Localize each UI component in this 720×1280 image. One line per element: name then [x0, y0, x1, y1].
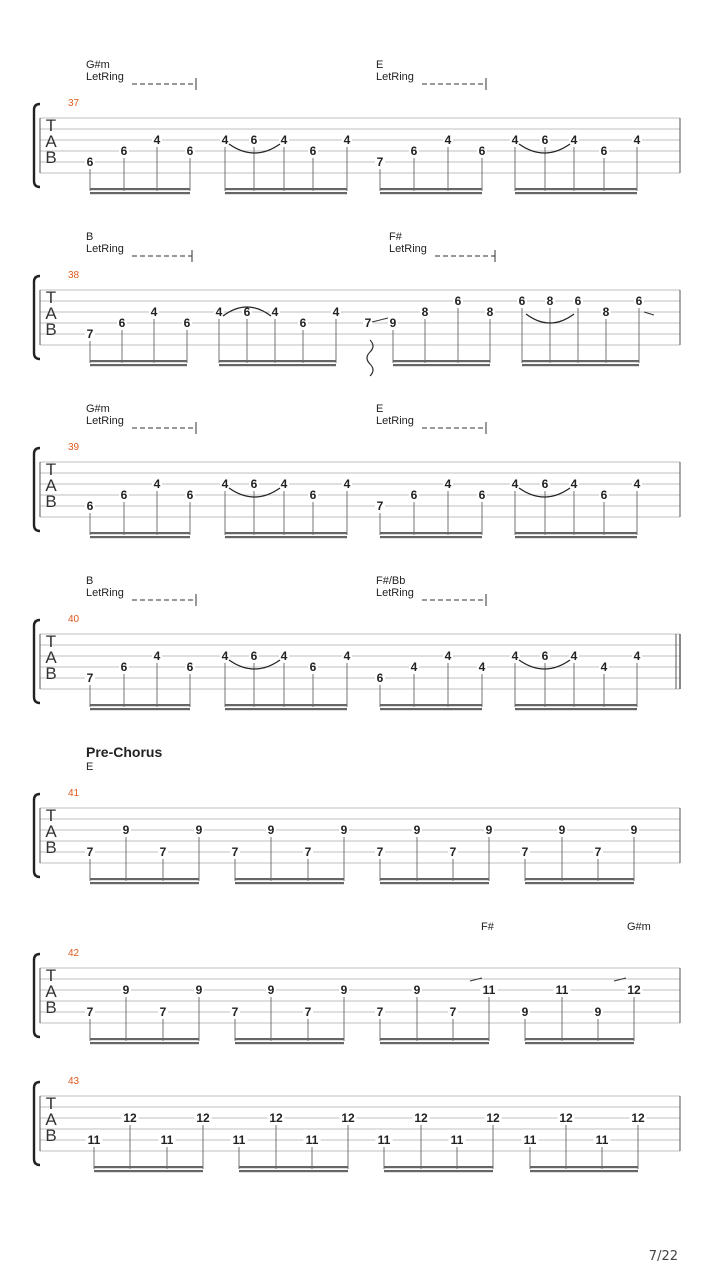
system-bracket: [34, 620, 40, 703]
measure-number: 43: [68, 1076, 80, 1087]
fret-number: 7: [376, 1005, 384, 1019]
beam: [525, 878, 634, 880]
measure-number: 41: [68, 788, 80, 799]
fret-number: 9: [594, 1005, 602, 1019]
tab-clef-letter: A: [45, 304, 57, 323]
fret-number: 4: [280, 477, 288, 491]
fret-number: 9: [195, 983, 203, 997]
beam: [94, 1166, 203, 1168]
beam: [225, 192, 347, 194]
system-bracket: [34, 276, 40, 359]
let-ring-label: LetRing: [376, 71, 414, 83]
chord-name: B: [86, 231, 94, 243]
beam: [384, 1166, 493, 1168]
fret-number: 4: [633, 477, 641, 491]
fret-number: 7: [86, 1005, 94, 1019]
chord-name: G#m: [86, 59, 110, 71]
fret-number: 11: [377, 1133, 391, 1147]
beam: [380, 878, 489, 880]
fret-number: 6: [120, 660, 128, 674]
fret-number: 4: [600, 660, 608, 674]
slide-line: [470, 978, 482, 981]
let-ring-label: LetRing: [86, 415, 124, 427]
let-ring-label: LetRing: [86, 71, 124, 83]
beam: [515, 532, 637, 534]
tab-clef-letter: T: [45, 460, 57, 479]
beam: [90, 704, 190, 706]
fret-number: 9: [267, 823, 275, 837]
fret-number: 4: [280, 133, 288, 147]
system-38: [34, 231, 680, 376]
fret-number: 7: [86, 671, 94, 685]
fret-number: 9: [122, 823, 130, 837]
system-39: [34, 403, 680, 538]
beam: [90, 188, 190, 190]
fret-number: 9: [195, 823, 203, 837]
fret-number: 4: [221, 133, 229, 147]
tab-clef-letter: B: [45, 148, 57, 167]
fret-number: 11: [305, 1133, 319, 1147]
chord-name: E: [86, 761, 94, 773]
fret-number: 4: [153, 133, 161, 147]
system-bracket: [34, 104, 40, 187]
fret-number: 12: [269, 1111, 283, 1125]
fret-number: 6: [118, 316, 126, 330]
fret-number: 6: [120, 144, 128, 158]
chord-name: G#m: [86, 403, 110, 415]
beam: [525, 1042, 634, 1044]
fret-number: 6: [299, 316, 307, 330]
chord-name: G#m: [627, 921, 651, 933]
tab-clef-letter: B: [45, 492, 57, 511]
slide-line: [614, 978, 626, 981]
fret-number: 9: [340, 983, 348, 997]
fret-number: 6: [243, 305, 251, 319]
beam: [380, 1042, 489, 1044]
fret-number: 11: [555, 983, 569, 997]
beam: [393, 360, 490, 362]
fret-number: 7: [86, 845, 94, 859]
fret-number: 6: [186, 660, 194, 674]
fret-number: 6: [250, 477, 258, 491]
beam: [90, 536, 190, 538]
chord-name: F#: [481, 921, 494, 933]
section-title: Pre-Chorus: [86, 744, 163, 760]
beam: [90, 878, 199, 880]
fret-number: 6: [454, 294, 462, 308]
fret-number: 4: [444, 649, 452, 663]
fret-number: 6: [635, 294, 643, 308]
beam: [225, 188, 347, 190]
fret-number: 7: [231, 1005, 239, 1019]
tab-clef-letter: T: [45, 1094, 57, 1113]
fret-number: 11: [160, 1133, 174, 1147]
tab-clef-letter: T: [45, 806, 57, 825]
beam: [380, 188, 482, 190]
system-37: [34, 59, 680, 194]
beam: [94, 1170, 203, 1172]
beam: [380, 708, 482, 710]
measure-number: 42: [68, 948, 80, 959]
fret-number: 11: [87, 1133, 101, 1147]
fret-number: 6: [478, 488, 486, 502]
fret-number: 6: [376, 671, 384, 685]
tab-clef-letter: B: [45, 1126, 57, 1145]
tab-clef-letter: T: [45, 966, 57, 985]
let-ring-label: LetRing: [86, 587, 124, 599]
fret-number: 9: [389, 316, 397, 330]
fret-number: 4: [570, 133, 578, 147]
beam: [90, 708, 190, 710]
page-number: 7/22: [648, 1249, 678, 1264]
beam: [90, 364, 187, 366]
fret-number: 12: [123, 1111, 137, 1125]
chord-name: E: [376, 59, 384, 71]
beam: [90, 532, 190, 534]
fret-number: 4: [271, 305, 279, 319]
fret-number: 4: [280, 649, 288, 663]
fret-number: 4: [511, 477, 519, 491]
fret-number: 6: [478, 144, 486, 158]
fret-number: 6: [250, 649, 258, 663]
fret-number: 9: [521, 1005, 529, 1019]
fret-number: 12: [559, 1111, 573, 1125]
beam: [380, 192, 482, 194]
fret-number: 9: [558, 823, 566, 837]
system-bracket: [34, 448, 40, 531]
beam: [90, 360, 187, 362]
fret-number: 6: [183, 316, 191, 330]
fret-number: 6: [309, 144, 317, 158]
fret-number: 4: [343, 133, 351, 147]
system-42: [34, 921, 680, 1044]
tab-clef-letter: B: [45, 320, 57, 339]
tab-clef-letter: A: [45, 648, 57, 667]
measure-number: 40: [68, 614, 80, 625]
fret-number: 6: [600, 144, 608, 158]
tab-clef-letter: A: [45, 476, 57, 495]
beam: [235, 882, 344, 884]
beam: [235, 1038, 344, 1040]
beam: [393, 364, 490, 366]
fret-number: 7: [594, 845, 602, 859]
fret-number: 7: [449, 845, 457, 859]
beam: [522, 360, 639, 362]
fret-number: 4: [478, 660, 486, 674]
beam: [90, 1042, 199, 1044]
fret-number: 4: [215, 305, 223, 319]
fret-number: 4: [633, 133, 641, 147]
fret-number: 4: [511, 133, 519, 147]
fret-number: 4: [570, 477, 578, 491]
fret-number: 9: [267, 983, 275, 997]
beam: [90, 882, 199, 884]
fret-number: 12: [486, 1111, 500, 1125]
measure-number: 37: [68, 98, 80, 109]
beam: [380, 1038, 489, 1040]
slide-line: [644, 312, 654, 315]
fret-number: 7: [159, 1005, 167, 1019]
system-41: [34, 744, 680, 884]
fret-number: 4: [221, 649, 229, 663]
fret-number: 9: [485, 823, 493, 837]
fret-number: 4: [570, 649, 578, 663]
beam: [90, 1038, 199, 1040]
fret-number: 6: [410, 488, 418, 502]
fret-number: 4: [633, 649, 641, 663]
beam: [225, 708, 347, 710]
fret-number: 9: [630, 823, 638, 837]
measure-number: 38: [68, 270, 80, 281]
fret-number: 11: [232, 1133, 246, 1147]
fret-number: 12: [414, 1111, 428, 1125]
fret-number: 6: [600, 488, 608, 502]
beam: [525, 1038, 634, 1040]
fret-number: 4: [221, 477, 229, 491]
beam: [515, 708, 637, 710]
fret-number: 6: [250, 133, 258, 147]
fret-number: 9: [122, 983, 130, 997]
fret-number: 6: [410, 144, 418, 158]
tab-clef-letter: T: [45, 632, 57, 651]
fret-number: 6: [186, 488, 194, 502]
tab-clef-letter: T: [45, 116, 57, 135]
tab-clef-letter: B: [45, 664, 57, 683]
fret-number: 7: [159, 845, 167, 859]
beam: [515, 192, 637, 194]
tab-clef-letter: A: [45, 982, 57, 1001]
beam: [380, 536, 482, 538]
fret-number: 6: [309, 660, 317, 674]
fret-number: 7: [376, 499, 384, 513]
fret-number: 7: [304, 1005, 312, 1019]
system-bracket: [34, 794, 40, 877]
fret-number: 8: [421, 305, 429, 319]
let-ring-label: LetRing: [86, 243, 124, 255]
tab-clef-letter: A: [45, 822, 57, 841]
beam: [225, 532, 347, 534]
fret-number: 7: [521, 845, 529, 859]
beam: [225, 704, 347, 706]
tab-clef-letter: B: [45, 838, 57, 857]
beam: [219, 360, 336, 362]
fret-number: 4: [153, 649, 161, 663]
fret-number: 8: [546, 294, 554, 308]
beam: [515, 536, 637, 538]
tab-clef-letter: B: [45, 998, 57, 1017]
beam: [90, 192, 190, 194]
tab-clef-letter: A: [45, 132, 57, 151]
fret-number: 6: [86, 155, 94, 169]
fret-number: 12: [341, 1111, 355, 1125]
tab-clef-letter: A: [45, 1110, 57, 1129]
fret-number: 4: [343, 477, 351, 491]
fret-number: 4: [150, 305, 158, 319]
beam: [239, 1170, 348, 1172]
fret-number: 9: [340, 823, 348, 837]
system-bracket: [34, 1082, 40, 1165]
fret-number: 6: [541, 133, 549, 147]
beam: [380, 704, 482, 706]
fret-number: 8: [486, 305, 494, 319]
beam: [239, 1166, 348, 1168]
fret-number: 11: [482, 983, 496, 997]
beam: [384, 1170, 493, 1172]
fret-number: 6: [86, 499, 94, 513]
fret-number: 8: [602, 305, 610, 319]
fret-number: 4: [444, 477, 452, 491]
fret-number: 11: [450, 1133, 464, 1147]
system-43: [34, 1076, 680, 1172]
fret-number: 4: [511, 649, 519, 663]
beam: [522, 364, 639, 366]
fret-number: 6: [541, 649, 549, 663]
fret-number: 4: [343, 649, 351, 663]
beam: [219, 364, 336, 366]
beam: [515, 704, 637, 706]
beam: [530, 1170, 638, 1172]
fret-number: 6: [541, 477, 549, 491]
let-ring-label: LetRing: [376, 415, 414, 427]
fret-number: 11: [523, 1133, 537, 1147]
beam: [530, 1166, 638, 1168]
fret-number: 7: [376, 155, 384, 169]
fret-number: 7: [364, 316, 372, 330]
fret-number: 4: [444, 133, 452, 147]
chord-name: B: [86, 575, 94, 587]
fret-number: 6: [120, 488, 128, 502]
fret-number: 6: [186, 144, 194, 158]
tab-clef-letter: T: [45, 288, 57, 307]
fret-number: 9: [413, 983, 421, 997]
chord-name: E: [376, 403, 384, 415]
fret-number: 11: [595, 1133, 609, 1147]
fret-number: 9: [413, 823, 421, 837]
fret-number: 6: [309, 488, 317, 502]
fret-number: 4: [332, 305, 340, 319]
fret-number: 12: [631, 1111, 645, 1125]
system-40: [34, 575, 680, 710]
fret-number: 7: [304, 845, 312, 859]
beam: [225, 536, 347, 538]
fret-number: 7: [449, 1005, 457, 1019]
beam: [235, 878, 344, 880]
slide-line: [372, 318, 388, 322]
fret-number: 7: [376, 845, 384, 859]
fret-number: 4: [410, 660, 418, 674]
beam: [380, 532, 482, 534]
beam: [525, 882, 634, 884]
beam: [380, 882, 489, 884]
beam: [235, 1042, 344, 1044]
fret-number: 7: [231, 845, 239, 859]
let-ring-label: LetRing: [389, 243, 427, 255]
fret-number: 4: [153, 477, 161, 491]
let-ring-label: LetRing: [376, 587, 414, 599]
system-bracket: [34, 954, 40, 1037]
chord-name: F#: [389, 231, 402, 243]
beam: [515, 188, 637, 190]
fret-number: 12: [196, 1111, 210, 1125]
fret-number: 12: [627, 983, 641, 997]
measure-number: 39: [68, 442, 80, 453]
chord-name: F#/Bb: [376, 575, 406, 587]
fret-number: 6: [574, 294, 582, 308]
fret-number: 6: [518, 294, 526, 308]
fret-number: 7: [86, 327, 94, 341]
